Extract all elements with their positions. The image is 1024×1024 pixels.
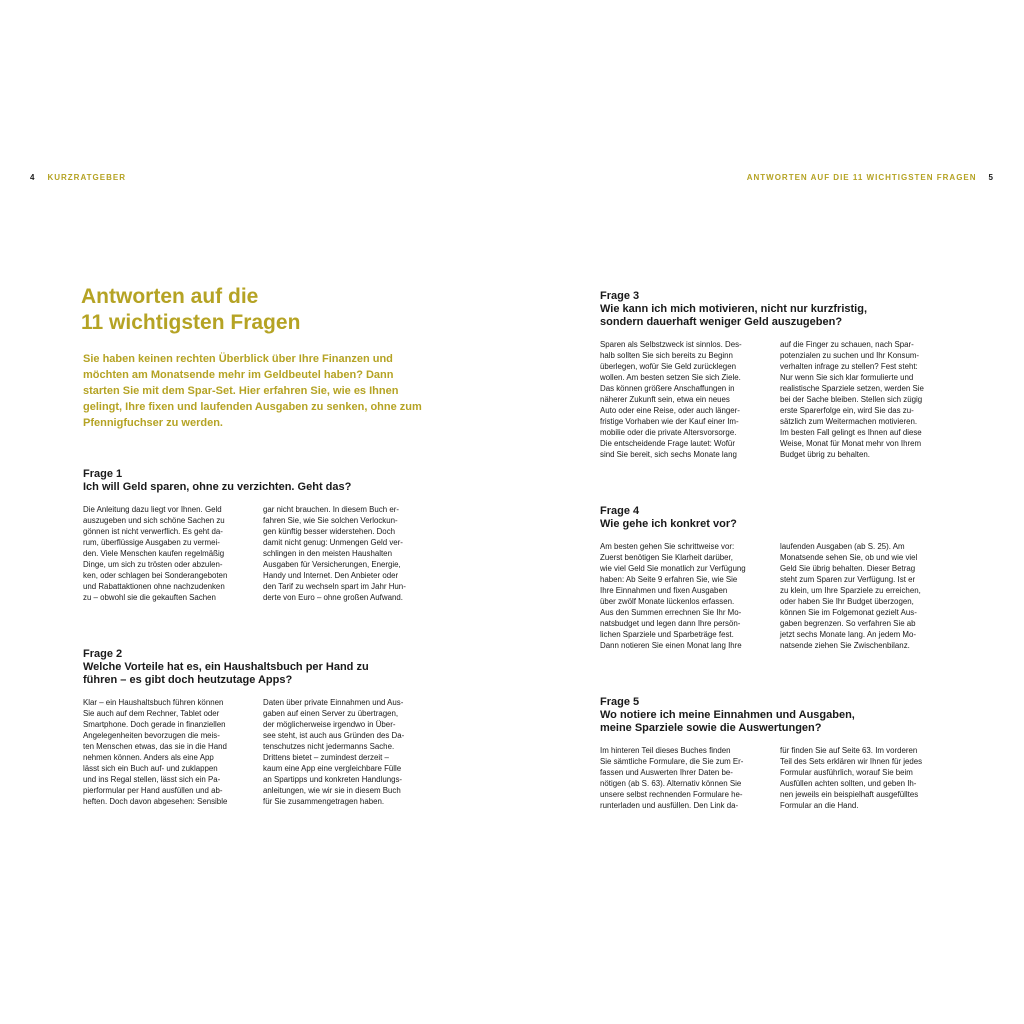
body-column-left: Im hinteren Teil dieses Buches finden Sie sämtliche Formulare, die Sie zum Er- fassen und Auswerten Ihrer Daten be- nötigen (ab S. 63). Alternativ können Sie unsere selbst rechnenden Formulare he- runterladen und ausfüllen. Den Link da- xyxy=(600,746,744,810)
question-label: Frage 4 xyxy=(600,505,640,517)
running-header-left xyxy=(30,173,126,182)
body-column-right: für finden Sie auf Seite 63. Im vorderen Teil des Sets erklären wir Ihnen für jedes Formular ausführlich, worauf Sie beim Ausfüllen achten sollten, und geben Ih- nen jeweils ein beispielhaft ausgefülltes Formular an die Hand. xyxy=(780,746,923,810)
question-body xyxy=(83,697,425,807)
body-column-right: laufenden Ausgaben (ab S. 25). Am Monatsende sehen Sie, ob und wie viel Geld Sie übrig behalten. Dieser Betrag steht zum Sparen zur Verfügung. Ist er zu klein, um Ihre Sparziele zu erreichen, oder haben Sie Ihr Budget überzogen, können Sie im Folgemonat gezielt Aus- gaben begrenzen. So verfahren Sie ab jetzt sechs Monate lang. An jedem Mo- natsende ziehen Sie Zwischenbilanz. xyxy=(780,542,921,650)
running-header-right xyxy=(747,173,994,182)
question-label: Frage 2 xyxy=(83,648,123,660)
question-section-4 xyxy=(600,505,942,651)
question-label: Frage 5 xyxy=(600,696,640,708)
question-section-5 xyxy=(600,696,942,811)
page-number-left: 4 xyxy=(30,173,36,182)
chapter-title: Antworten auf die 11 wichtigsten Fragen xyxy=(81,285,301,334)
question-body xyxy=(600,745,942,811)
running-title-left: KURZRATGEBER xyxy=(47,173,126,182)
body-column-right: auf die Finger zu schauen, nach Spar- potenzialen zu suchen und Ihr Konsum- verhalten infrage zu stellen? Fest steht: Nur wenn Sie sich klar formulierte und realistische Sparziele setzen, werden Sie bei der Sache bleiben. Stellen sich zügig erste Sparerfolge ein, wird Sie das zu- sätzlich zum Weitermachen motivieren. Im besten Fall gelingt es Ihnen auf diese Weise, Monat für Monat mehr von Ihrem Budget übrig zu behalten. xyxy=(780,340,924,459)
body-column-left: Am besten gehen Sie schrittweise vor: Zuerst benötigen Sie Klarheit darüber, wie viel Geld Sie monatlich zur Verfügung haben: Ab Seite 9 erfahren Sie, wie Sie Ihre Einnahmen und fixen Ausgaben über zwölf Monate lückenlos erfassen. Aus den Summen errechnen Sie Ihr Mo- natsbudget und legen dann Ihre persön- lichen Sparziele und Sparbeträge fest. Dann notieren Sie einen Monat lang Ihre xyxy=(600,542,746,650)
question-section-1 xyxy=(83,468,425,603)
body-column-right: Daten über private Einnahmen und Aus- gaben auf einen Server zu übertragen, der möglicherweise irgendwo in Über- see steht, ist auch aus Gründen des Da- tenschutzes nicht jedermanns Sache. Drittens bietet – zumindest derzeit – kaum eine App eine vergleichbare Fülle an Spartipps und konkreten Handlungs- anleitungen, wie wir sie in diesem Buch für Sie zusammengetragen haben. xyxy=(263,698,405,806)
question-title: Wie gehe ich konkret vor? xyxy=(600,518,737,530)
chapter-intro: Sie haben keinen rechten Überblick über Ihre Finanzen und möchten am Monatsende mehr im Geldbeutel haben? Dann starten Sie mit dem Spar-Set. Hier erfahren Sie, wie es Ihnen gelingt, Ihre fixen und laufenden Ausgaben zu senken, ohne zum Pfennigfuchser zu werden. xyxy=(83,353,422,429)
question-section-2 xyxy=(83,648,425,807)
question-title: Welche Vorteile hat es, ein Haushaltsbuch per Hand zu führen – es gibt doch heutzutage Apps? xyxy=(83,661,369,686)
page-number-right: 5 xyxy=(988,173,994,182)
question-body xyxy=(600,541,942,651)
question-label: Frage 1 xyxy=(83,468,123,480)
running-title-right: ANTWORTEN AUF DIE 11 WICHTIGSTEN FRAGEN xyxy=(746,173,977,182)
question-section-3 xyxy=(600,290,942,460)
body-column-left: Die Anleitung dazu liegt vor Ihnen. Geld auszugeben und sich schöne Sachen zu gönnen ist nicht verwerflich. Es geht da- rum, überflüssige Ausgaben zu vermei- den. Viele Menschen kaufen regelmäßig Dinge, um sich zu trösten oder abzulen- ken, oder schlagen bei Sonderangeboten und Rabattaktionen ohne nachzudenken zu – obwohl sie die gekauften Sachen xyxy=(83,505,228,602)
body-column-right: gar nicht brauchen. In diesem Buch er- fahren Sie, wie Sie solchen Verlockun- gen künftig besser widerstehen. Doch damit nicht genug: Unmengen Geld ver- schlingen in den meisten Haushalten Ausgaben für Versicherungen, Energie, Handy und Internet. Den Anbieter oder den Tarif zu wechseln spart im Jahr Hun- derte von Euro – ohne großen Aufwand. xyxy=(263,505,406,602)
question-body xyxy=(600,339,942,460)
question-title: Wo notiere ich meine Einnahmen und Ausgaben, meine Sparziele sowie die Auswertungen? xyxy=(600,709,855,734)
question-title: Wie kann ich mich motivieren, nicht nur kurzfristig, sondern dauerhaft weniger Geld auszugeben? xyxy=(600,303,868,328)
body-column-left: Sparen als Selbstzweck ist sinnlos. Des- halb sollten Sie sich bereits zu Beginn überlegen, wofür Sie Geld zurücklegen wollen. Am besten setzen Sie sich Ziele. Das können größere Anschaffungen in näherer Zukunft sein, etwa ein neues Auto oder eine Reise, oder auch länger- fristige Vorhaben wie der Kauf einer Im- mobilie oder die private Altersvorsorge. Die entscheidende Frage lautet: Wofür sind Sie bereit, sich sechs Monate lang xyxy=(600,340,742,459)
body-column-left: Klar – ein Haushaltsbuch führen können Sie auch auf dem Rechner, Tablet oder Smartphone. Doch gerade in finanziellen Angelegenheiten bevorzugen die meis- ten Menschen etwas, das sie in die Hand nehmen können. Anders als eine App lässt sich ein Buch auf- und zuklappen und ins Regal stellen, lässt sich ein Pa- pierformular per Hand ausfüllen und ab- heften. Doch davon abgesehen: Sensible xyxy=(83,698,228,806)
question-body xyxy=(83,504,425,603)
question-title: Ich will Geld sparen, ohne zu verzichten. Geht das? xyxy=(83,481,352,493)
question-label: Frage 3 xyxy=(600,290,640,302)
